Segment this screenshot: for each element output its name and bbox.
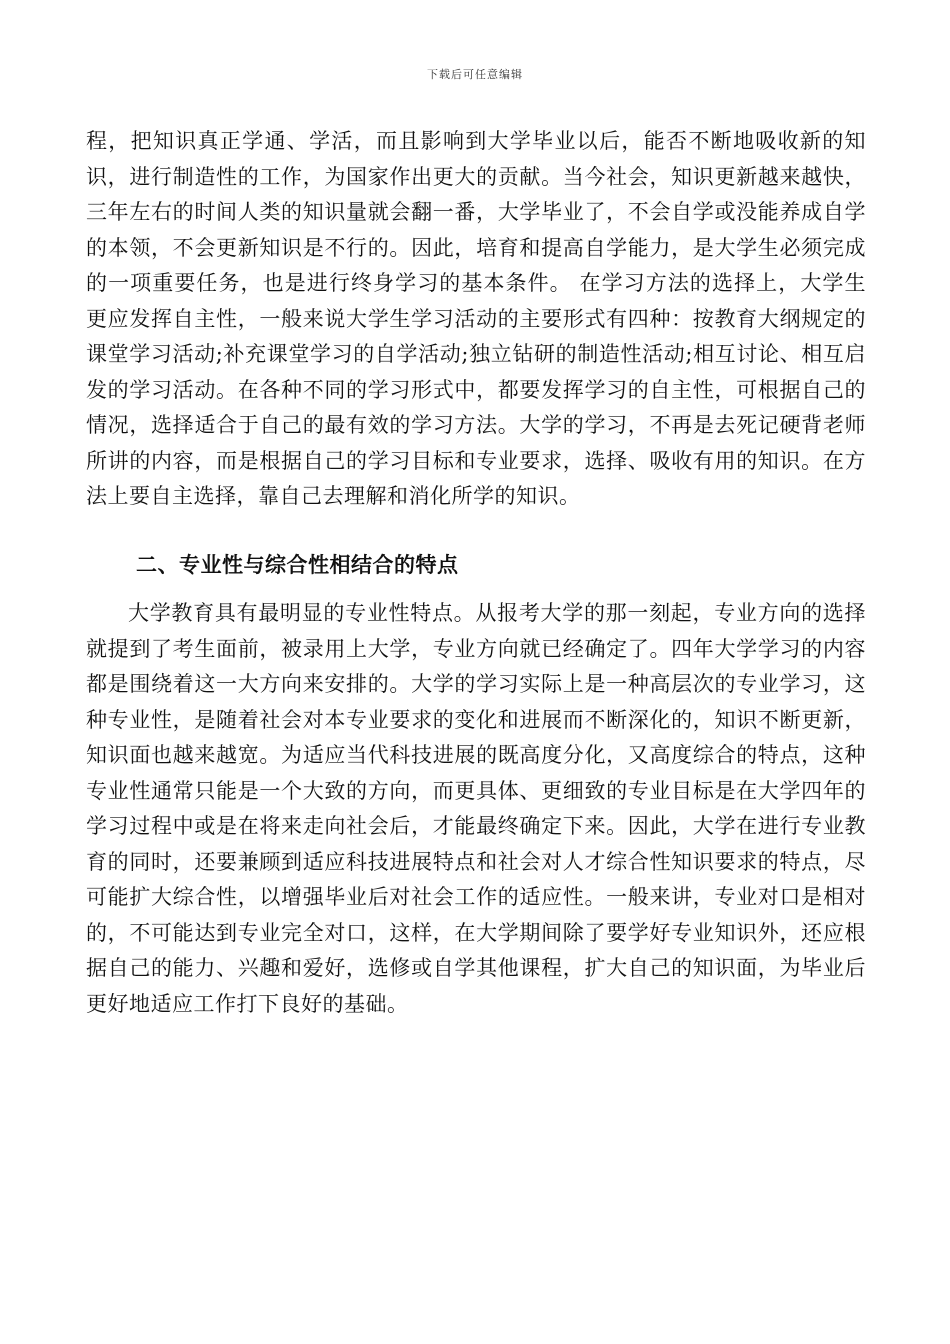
body-paragraph-2: 大学教育具有最明显的专业性特点。从报考大学的那一刻起，专业方向的选择就提到了考生面前，被录用上大学，专业方向就已经确定了。四年大学学习的内容都是围绕着这一大方向来安排的。大学的学习实际上是一种高层次的专业学习，这种专业性，是随着社会对本专业要求的变化和进展而不断深化的，知识不断更新，知识面也越来越宽。为适应当代科技进展的既高度分化，又高度综合的特点，这种专业性通常只能是一个大致的方向，而更具体、更细致的专业目标是在大学四年的学习过程中或是在将来走向社会后，才能最终确定下来。因此，大学在进行专业教育的同时，还要兼顾到适应科技进展特点和社会对人才综合性知识要求的特点，尽可能扩大综合性，以增强毕业后对社会工作的适应性。一般来讲，专业对口是相对的，不可能达到专业完全对口，这样，在大学期间除了要学好专业知识外，还应根据自己的能力、兴趣和爱好，选修或自学其他课程，扩大自己的知识面，为毕业后更好地适应工作打下良好的基础。 <box>86 601 866 1016</box>
paragraph-spacer <box>86 515 866 533</box>
section-heading-2: 二、专业性与综合性相结合的特点 <box>136 551 459 577</box>
document-body <box>86 124 866 1022</box>
body-paragraph-1: 程，把知识真正学通、学活，而且影响到大学毕业以后，能否不断地吸收新的知识，进行制造性的工作，为国家作出更大的贡献。当今社会，知识更新越来越快，三年左右的时间人类的知识量就会翻一番，大学毕业了，不会自学或没能养成自学的本领，不会更新知识是不行的。因此，培育和提高自学能力，是大学生必须完成的一项重要任务，也是进行终身学习的基本条件。 在学习方法的选择上，大学生更应发挥自主性，一般来说大学生学习活动的主要形式有四种：按教育大纲规定的课堂学习活动;补充课堂学习的自学活动;独立钻研的制造性活动;相互讨论、相互启发的学习活动。在各种不同的学习形式中，都要发挥学习的自主性，可根据自己的情况，选择适合于自己的最有效的学习方法。大学的学习，不再是去死记硬背老师所讲的内容，而是根据自己的学习目标和专业要求，选择、吸收有用的知识。在方法上要自主选择，靠自己去理解和消化所学的知识。 <box>86 129 866 508</box>
header-note: 下载后可任意编辑 <box>427 68 523 81</box>
